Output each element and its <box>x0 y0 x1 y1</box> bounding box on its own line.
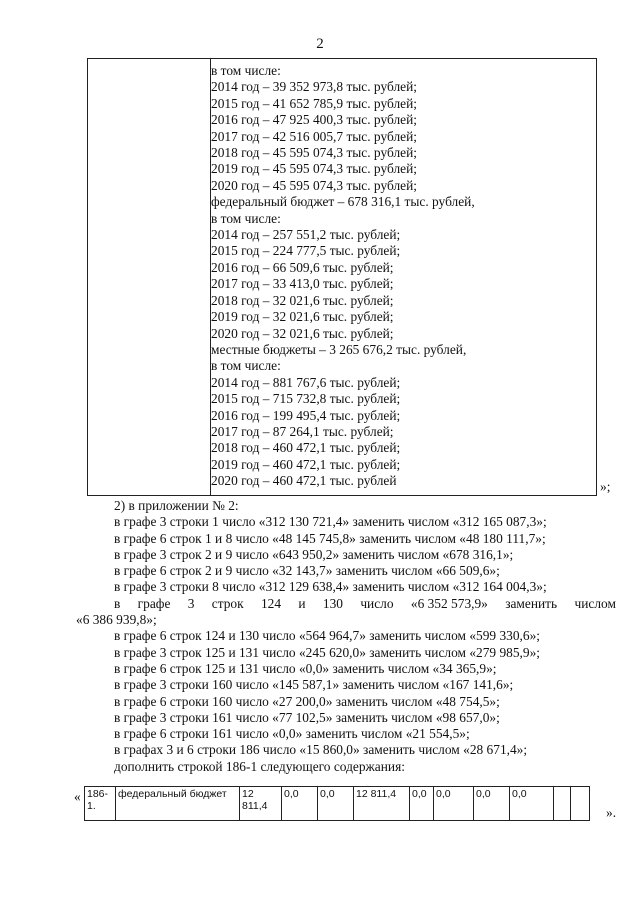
table-row <box>85 787 590 821</box>
funding-line: в том числе: <box>211 358 281 374</box>
row-number-cell: 186-1. <box>85 787 116 821</box>
table-cell: 0,0 <box>318 787 354 821</box>
amendment-line: в графах 3 и 6 строки 186 число «15 860,0» заменить числом «28 671,4»; <box>114 742 528 758</box>
table-close-quote: »; <box>600 479 611 494</box>
funding-table <box>87 58 597 496</box>
amendment-line: в графе 3 строк 2 и 9 число «643 950,2» заменить числом «678 316,1»; <box>114 546 514 562</box>
amendment-line: в графе 3 строк 125 и 131 число «245 620,0» заменить числом «279 985,9»; <box>114 644 541 660</box>
funding-line: 2018 год – 32 021,6 тыс. рублей; <box>211 292 394 308</box>
table-cell: 0,0 <box>474 787 510 821</box>
funding-line: 2015 год – 41 652 785,9 тыс. рублей; <box>211 95 417 111</box>
amendment-line-continuation: «6 386 939,8»; <box>76 612 157 628</box>
amendment-heading: 2) в приложении № 2: <box>114 498 239 513</box>
funding-line: 2015 год – 224 777,5 тыс. рублей; <box>211 243 401 259</box>
amendment-word: число <box>360 595 394 611</box>
funding-line: 2016 год – 47 925 400,3 тыс. рублей; <box>211 112 417 128</box>
funding-line: 2020 год – 460 472,1 тыс. рублей <box>211 473 397 489</box>
funding-line: местные бюджеты – 3 265 676,2 тыс. рублей, <box>211 341 467 357</box>
new-row-close-quote: ». <box>606 805 617 820</box>
new-row-table <box>84 786 590 821</box>
funding-table-left-cell <box>88 59 211 495</box>
amendment-line: в графе 3 строки 161 число «77 102,5» заменить числом «98 657,0»; <box>114 709 500 725</box>
funding-line: 2017 год – 87 264,1 тыс. рублей; <box>211 423 394 439</box>
table-cell: 12 811,4 <box>240 787 282 821</box>
amendment-word: числом <box>574 595 616 611</box>
table-cell <box>554 787 571 821</box>
amendment-line: в графе 6 строк 2 и 9 число «32 143,7» заменить числом «66 509,6»; <box>114 563 500 579</box>
amendment-line: дополнить строкой 186-1 следующего содержания: <box>114 758 405 774</box>
table-cell: 12 811,4 <box>354 787 410 821</box>
funding-line: 2014 год – 39 352 973,8 тыс. рублей; <box>211 79 417 95</box>
amendment-word: 130 <box>322 595 343 611</box>
funding-line: федеральный бюджет – 678 316,1 тыс. рублей, <box>211 194 475 210</box>
funding-line: 2019 год – 45 595 074,3 тыс. рублей; <box>211 161 417 177</box>
table-cell: 0,0 <box>282 787 318 821</box>
amendment-word: «6 352 573,9» <box>410 595 488 611</box>
page-number: 2 <box>316 36 324 52</box>
table-cell <box>571 787 590 821</box>
amendment-line: в графе 6 строк 125 и 131 число «0,0» заменить числом «34 365,9»; <box>114 660 497 676</box>
amendment-line: в графе 6 строки 160 число «27 200,0» заменить числом «48 754,5»; <box>114 693 500 709</box>
funding-line: в том числе: <box>211 63 281 78</box>
amendment-word: графе <box>137 595 171 611</box>
funding-line: 2019 год – 460 472,1 тыс. рублей; <box>211 456 401 472</box>
amendment-word: заменить <box>505 595 558 611</box>
amendment-word: строк <box>211 595 244 611</box>
amendment-word: в <box>114 595 121 611</box>
amendments-text <box>76 498 616 775</box>
new-row-block <box>70 786 630 826</box>
funding-line: 2014 год – 881 767,6 тыс. рублей; <box>211 374 401 390</box>
amendment-line: в графе 3 строки 8 число «312 129 638,4» заменить числом «312 164 004,3»; <box>114 579 547 595</box>
amendment-line: в графе 3 строки 160 число «145 587,1» заменить числом «167 141,6»; <box>114 677 514 693</box>
funding-table-right-cell <box>211 63 594 490</box>
amendment-word: 124 <box>260 595 282 611</box>
new-row-open-quote: « <box>74 789 81 804</box>
amendment-line: в графе 3 строки 1 число «312 130 721,4» заменить числом «312 165 087,3»; <box>114 514 547 530</box>
funding-line: 2016 год – 66 509,6 тыс. рублей; <box>211 259 394 275</box>
funding-line: 2017 год – 33 413,0 тыс. рублей; <box>211 276 394 292</box>
amendment-line: в графе 6 строк 124 и 130 число «564 964,7» заменить числом «599 330,6»; <box>114 628 541 644</box>
funding-line: 2020 год – 45 595 074,3 тыс. рублей; <box>211 177 417 193</box>
row-name-cell: федеральный бюджет <box>116 787 240 821</box>
funding-line: 2019 год – 32 021,6 тыс. рублей; <box>211 309 394 325</box>
funding-line: 2015 год – 715 732,8 тыс. рублей; <box>211 391 401 407</box>
amendment-word: 3 <box>187 595 195 611</box>
amendment-line-justified <box>76 596 616 612</box>
funding-line: 2014 год – 257 551,2 тыс. рублей; <box>211 227 401 243</box>
funding-line: 2016 год – 199 495,4 тыс. рублей; <box>211 407 401 423</box>
table-cell: 0,0 <box>434 787 474 821</box>
table-cell: 0,0 <box>410 787 434 821</box>
funding-line: 2018 год – 45 595 074,3 тыс. рублей; <box>211 145 417 161</box>
amendment-word: и <box>298 595 306 611</box>
funding-line: 2017 год – 42 516 005,7 тыс. рублей; <box>211 128 417 144</box>
table-cell: 0,0 <box>510 787 554 821</box>
funding-line: 2020 год – 32 021,6 тыс. рублей; <box>211 325 394 341</box>
amendment-line: в графе 6 строк 1 и 8 число «48 145 745,8» заменить числом «48 180 111,7»; <box>114 530 546 546</box>
funding-line: 2018 год – 460 472,1 тыс. рублей; <box>211 440 401 456</box>
amendment-line: в графе 6 строки 161 число «0,0» заменить числом «21 554,5»; <box>114 726 470 742</box>
funding-line: в том числе: <box>211 210 281 226</box>
